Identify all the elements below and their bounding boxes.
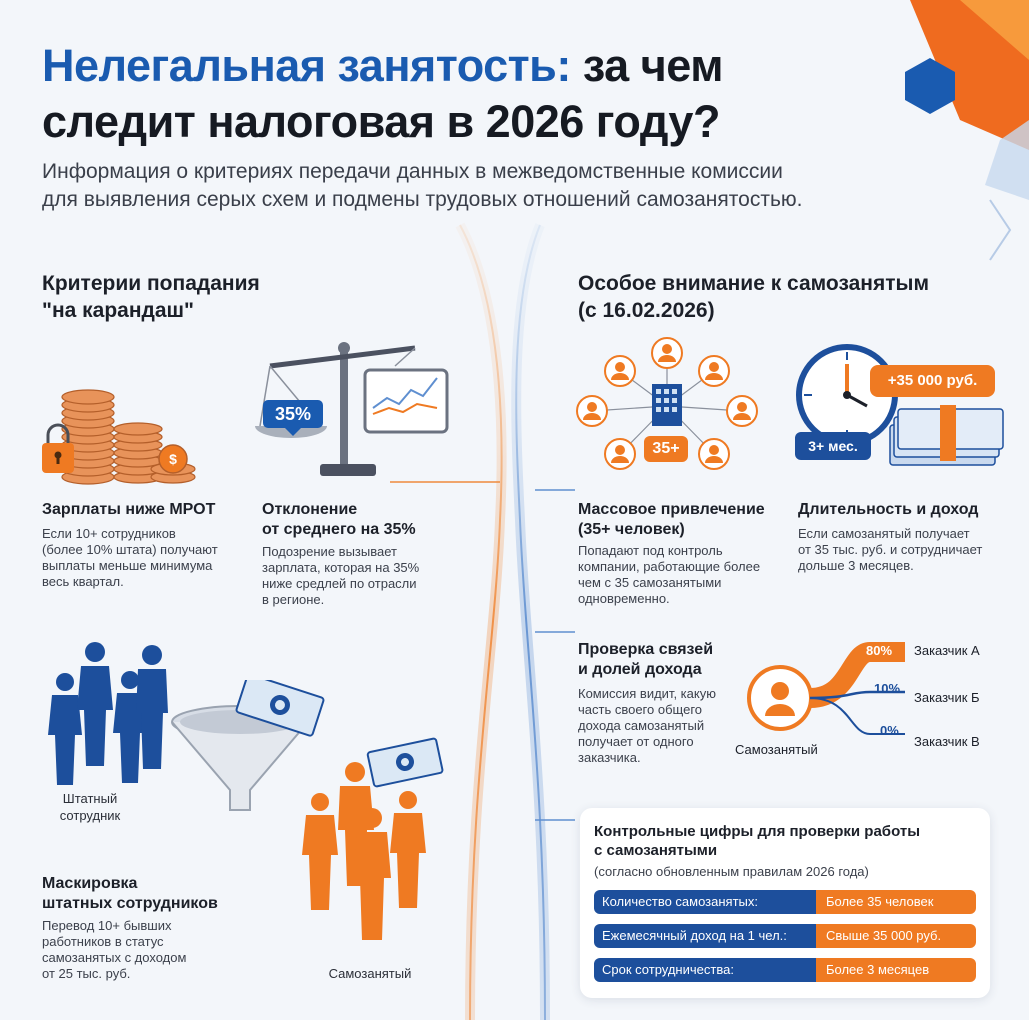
card-mrot-title: Зарплаты ниже МРОТ [42, 501, 216, 518]
card-deviation-line: зарплата, которая на 35% [262, 560, 420, 575]
card-masking-title-line: штатных сотрудников [42, 895, 218, 912]
client-a-label: Заказчик А [914, 643, 980, 658]
card-links-title-line: Проверка связей [578, 641, 714, 658]
title-part-1: за чем [582, 40, 723, 91]
self-employed-label: Самозанятый [735, 742, 818, 757]
subtitle-line-2: для выявления серых схем и подмены трудовых отношений самозанятостью. [42, 188, 803, 211]
card-mass-line: Попадают под контроль [578, 543, 723, 558]
staff-caption [40, 790, 140, 824]
card-deviation-line: ниже средлей по отрасли [262, 576, 417, 591]
left-heading-line-2: "на карандаш" [42, 299, 195, 322]
control-title [594, 822, 974, 860]
page-subtitle [42, 158, 922, 214]
share-pct-c: 0% [880, 723, 899, 738]
card-links-line: получает от одного [578, 734, 694, 749]
control-row [594, 924, 976, 948]
subtitle-line-1: Информация о критериях передачи данных в межведомственные комиссии [42, 160, 783, 183]
network-badge: 35+ [652, 440, 680, 457]
card-links-title [578, 640, 748, 680]
self-employed-people-icon [300, 760, 440, 960]
money-badge: +35 000 руб. [887, 372, 978, 389]
card-deviation-text [262, 544, 462, 608]
card-mrot-line: весь квартал. [42, 574, 124, 589]
card-duration-line: дольше 3 месяцев. [798, 558, 914, 573]
card-masking-line: работников в статус [42, 934, 164, 949]
card-mrot-line: Если 10+ сотрудников [42, 526, 176, 541]
card-mrot-line: выплаты меньше минимума [42, 558, 213, 573]
control-row-label: Ежемесячный доход на 1 чел.: [594, 924, 816, 948]
right-heading-line-2: (с 16.02.2026) [578, 299, 715, 322]
card-deviation-title [262, 500, 462, 540]
card-deviation-title-line: от среднего на 35% [262, 521, 416, 538]
control-title-line: Контрольные цифры для проверки работы [594, 823, 921, 840]
card-links-line: заказчика. [578, 750, 641, 765]
staff-caption-line: сотрудник [59, 808, 121, 823]
card-links-line: дохода самозанятый [578, 718, 705, 733]
share-pct-b: 10% [874, 681, 901, 696]
control-row-label: Количество самозанятых: [594, 890, 816, 914]
card-mrot-text [42, 526, 252, 590]
card-masking-line: от 25 тыс. руб. [42, 966, 131, 981]
control-row-value: Свыше 35 000 руб. [816, 924, 976, 948]
control-row [594, 890, 976, 914]
card-mass-title [578, 500, 788, 540]
control-row-value: Более 35 человек [816, 890, 976, 914]
staff-caption-line: Штатный [62, 791, 118, 806]
card-masking-line: самозанятых с доходом [42, 950, 187, 965]
control-row-value: Более 3 месяцев [816, 958, 976, 982]
deviation-badge: 35% [274, 404, 312, 424]
self-employed-caption: Самозанятый [328, 966, 412, 981]
card-duration-line: от 35 тыс. руб. и сотрудничает [798, 542, 983, 557]
coins-lock-icon [38, 385, 198, 490]
card-mass-line: одновременно. [578, 591, 670, 606]
card-mass-line: компании, работающие более [578, 559, 761, 574]
card-mass-title-line: Массовое привлечение [578, 501, 765, 518]
card-deviation-title-line: Отклонение [262, 501, 358, 518]
card-duration-text [798, 526, 1018, 574]
card-mass-line: чем с 35 самозанятыми [578, 575, 722, 590]
card-mass-title-line: (35+ человек) [578, 521, 685, 538]
card-masking-title [42, 874, 262, 914]
control-figures-panel [580, 808, 990, 998]
right-section-heading [578, 270, 998, 324]
client-b-label: Заказчик Б [914, 690, 980, 705]
card-links-title-line: и долей дохода [578, 661, 702, 678]
card-deviation-line: Подозрение вызывает [262, 544, 397, 559]
card-duration-line: Если самозанятый получает [798, 526, 970, 541]
avatar-head [771, 682, 789, 700]
card-masking-text [42, 918, 262, 982]
control-row-label: Срок сотрудничества: [594, 958, 816, 982]
page-title [42, 38, 842, 150]
card-masking-title-line: Маскировка [42, 875, 138, 892]
left-section-heading [42, 270, 342, 324]
duration-badge: 3+ мес. [808, 438, 858, 454]
right-heading-line-1: Особое внимание к самозанятым [578, 272, 930, 295]
title-part-2: следит налоговая в 2026 году? [42, 96, 720, 147]
card-duration-title: Длительность и доход [798, 501, 979, 518]
card-masking-line: Перевод 10+ бывших [42, 918, 172, 933]
svg-text:$: $ [169, 451, 177, 467]
card-links-line: Комиссия видит, какую [578, 686, 716, 701]
card-mass-text [578, 543, 793, 607]
title-accent: Нелегальная занятость: [42, 40, 571, 91]
share-pct-a: 80% [866, 643, 893, 658]
staff-people-icon [40, 640, 170, 790]
client-c-label: Заказчик В [914, 734, 980, 749]
card-links-text [578, 686, 748, 766]
card-mrot-line: (более 10% штата) получают [42, 542, 218, 557]
control-row [594, 958, 976, 982]
control-title-line: с самозанятыми [594, 842, 718, 859]
card-links-line: часть своего общего [578, 702, 703, 717]
card-deviation-line: в регионе. [262, 592, 325, 607]
control-note: (согласно обновленным правилам 2026 года) [594, 864, 869, 879]
left-heading-line-1: Критерии попадания [42, 272, 260, 295]
